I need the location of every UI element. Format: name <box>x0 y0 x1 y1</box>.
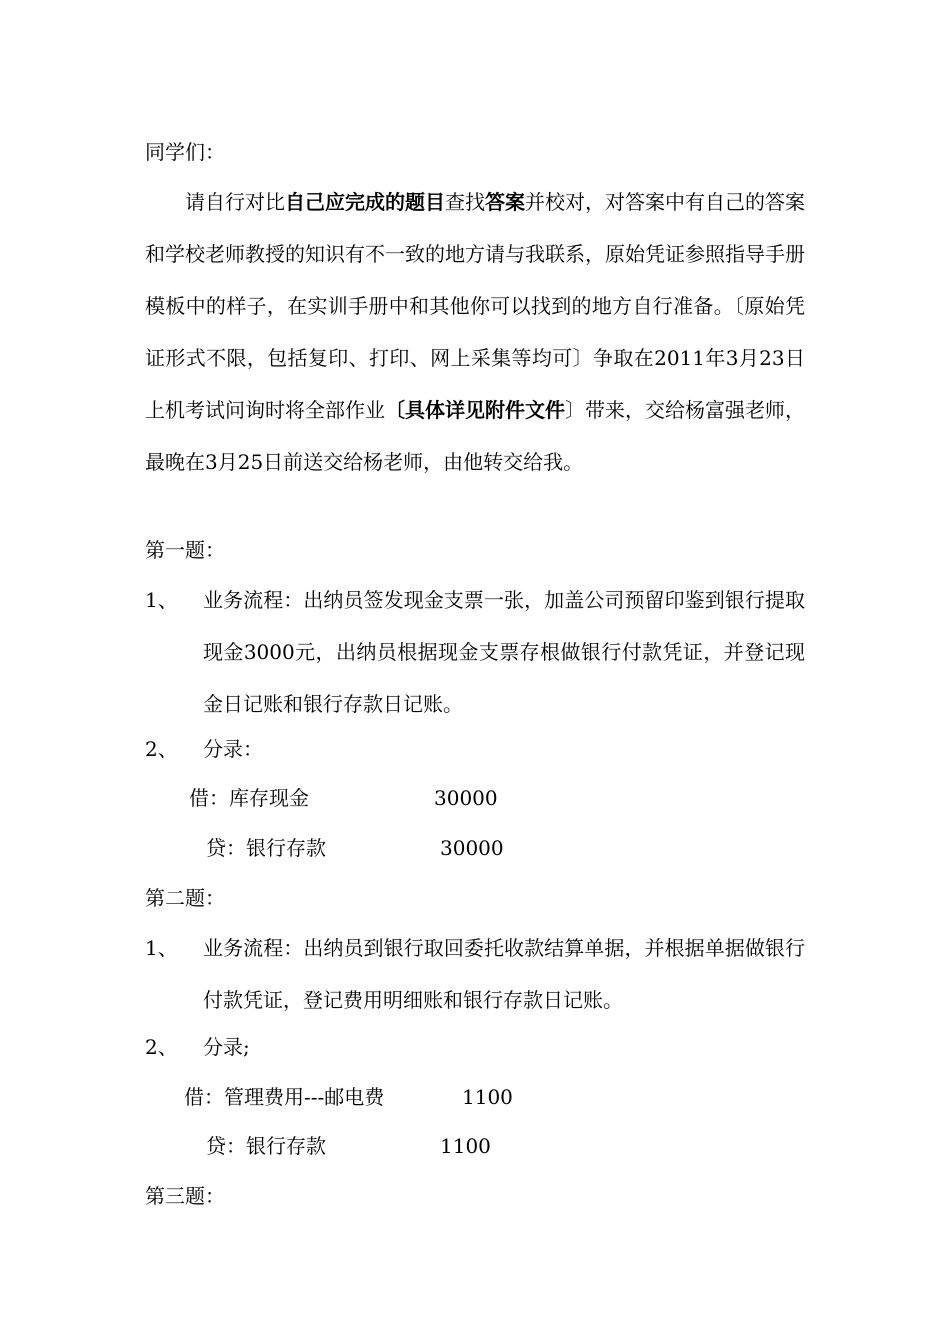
q1-credit-account: 贷：银行存款 <box>206 836 326 860</box>
intro-text-4: 〕带来，交给杨富强老师，最晚在3月25日前送交给杨老师，由他转交给我。 <box>145 398 805 474</box>
intro-text-3: 并校对，对答案中有自己的答案和学校老师教授的知识有不一致的地方请与我联系，原始凭证参照指导手册模板中的样子，在实训手册中和其他你可以找到的地方自行准备。〔原始凭证形式不限，包括复印、打印、网上采集等均可〕争取在2011年3月23日上机考试问询时将全部作业 <box>145 190 805 422</box>
q2-credit-account: 贷：银行存款 <box>206 1134 326 1158</box>
intro-bold-1: 自己应完成的题目 <box>285 190 445 214</box>
q2-title: 第二题： <box>145 886 225 910</box>
q2-item2-text: 分录; <box>203 1035 250 1059</box>
q1-item2-text: 分录： <box>203 737 263 761</box>
q3-title: 第三题： <box>145 1184 225 1208</box>
intro-bold-3: 〔具体详见附件文件 <box>385 398 565 422</box>
q2-item1-text: 业务流程：出纳员到银行取回委托收款结算单据，并根据单据做银行付款凭证，登记费用明细账和银行存款日记账。 <box>203 936 805 1012</box>
q1-debit-amount: 30000 <box>434 786 498 810</box>
intro-bold-2: 答案 <box>485 190 525 214</box>
q2-item2-number: 2、 <box>145 1035 178 1059</box>
q2-debit-account: 借：管理费用---邮电费 <box>184 1085 385 1109</box>
q2-item1-number: 1、 <box>145 936 178 960</box>
intro-paragraph <box>145 176 805 488</box>
q1-credit-amount: 30000 <box>440 836 504 860</box>
q1-debit-account: 借：库存现金 <box>189 786 309 810</box>
q2-credit-amount: 1100 <box>440 1134 491 1158</box>
q2-debit-amount: 1100 <box>462 1085 513 1109</box>
greeting: 同学们： <box>145 140 225 164</box>
q1-item1-number: 1、 <box>145 588 178 612</box>
intro-text-1: 请自行对比 <box>185 190 285 214</box>
q1-item1-text: 业务流程：出纳员签发现金支票一张，加盖公司预留印鉴到银行提取现金3000元，出纳员根据现金支票存根做银行付款凭证，并登记现金日记账和银行存款日记账。 <box>203 588 805 716</box>
q1-title: 第一题： <box>145 538 225 562</box>
intro-text-2: 查找 <box>445 190 485 214</box>
q1-item2-number: 2、 <box>145 737 178 761</box>
